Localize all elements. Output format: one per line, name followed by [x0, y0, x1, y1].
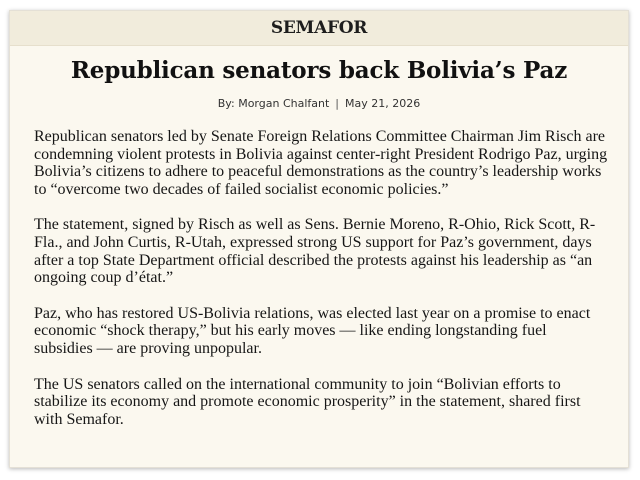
semafor-logo[interactable]: SEMAFOR — [270, 18, 368, 38]
article-paragraph: The statement, signed by Risch as well as Sens. Bernie Moreno, R-Ohio, Rick Scott, R-Fla., and John Curtis, R-Utah, expressed strong US support for Paz’s government, days after a top State Department official described the protests against his leadership as “an ongoing coup d’état.” — [34, 216, 596, 287]
article-headline: Republican senators back Bolivia’s Paz — [70, 57, 568, 84]
article-byline — [10, 97, 628, 110]
article-card — [9, 10, 629, 468]
article-paragraph: Paz, who has restored US-Bolivia relations, was elected last year on a promise to enact economic “shock therapy,” but his early moves — like ending longstanding fuel subsidies — are proving unpopular. — [34, 304, 591, 357]
author-name[interactable]: By: Morgan Chalfant — [217, 97, 330, 110]
byline-separator: | — [335, 97, 340, 110]
article-paragraph: Republican senators led by Senate Foreign Relations Committee Chairman Jim Risch are condemning violent protests in Bolivia against center-right President Rodrigo Paz, urging Bolivia’s citizens to adhere to peaceful demonstrations as the country’s leadership works to “overcome two decades of failed socialist economic policies.” — [34, 128, 608, 198]
masthead-bar — [10, 11, 628, 46]
publish-date: May 21, 2026 — [345, 97, 421, 110]
article-body — [34, 128, 608, 446]
article-paragraph: The US senators called on the international community to join “Bolivian efforts to stabilize its economy and promote economic prosperity” in the statement, shared first with Semafor. — [34, 375, 581, 428]
